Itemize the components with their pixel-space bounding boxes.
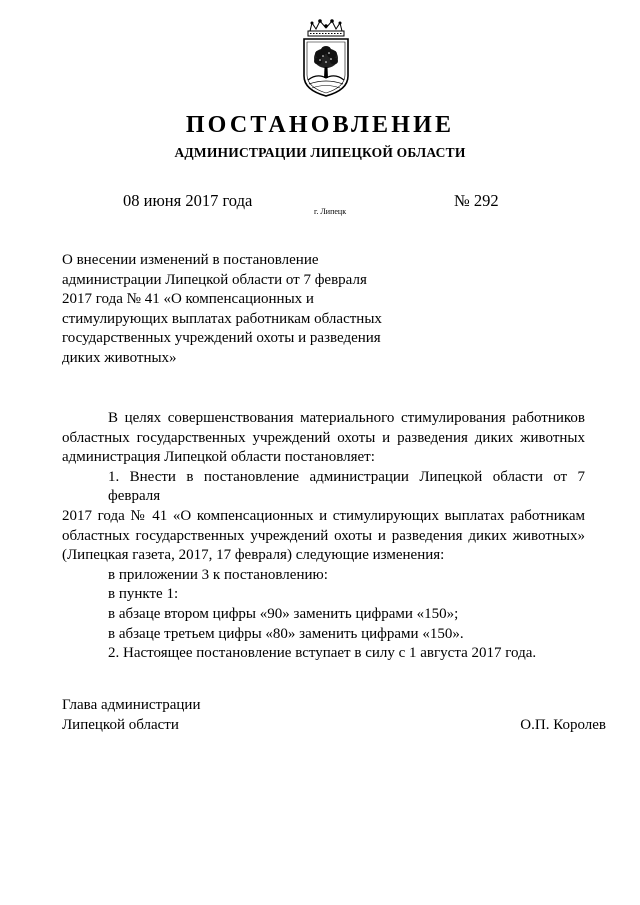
signatory-name: О.П. Королев — [520, 717, 606, 733]
preamble-line: администрация Липецкой области постановляет: — [62, 449, 375, 466]
subject-line: 2017 года № 41 «О компенсационных и — [62, 291, 314, 308]
subject-line: государственных учреждений охоты и разведения — [62, 330, 381, 347]
point-reference: в пункте 1: — [108, 586, 179, 603]
change-line: в абзаце втором цифры «90» заменить цифрами «150»; — [108, 605, 459, 622]
document-body — [62, 409, 585, 664]
signatory-position — [62, 696, 200, 735]
item-2-paragraph: 2. Настоящее постановление вступает в силу с 1 августа 2017 года. — [108, 645, 537, 662]
subject-line: стимулирующих выплатах работникам областных — [62, 310, 382, 327]
preamble-paragraph — [62, 409, 585, 468]
item-1-line: (Липецкая газета, 2017, 17 февраля) следующие изменения: — [62, 547, 445, 564]
item-1-line: 1. Внести в постановление администрации Липецкой области от 7 февраля — [108, 468, 585, 505]
subject-line: диких животных» — [62, 349, 177, 366]
change-line: в абзаце третьем цифры «80» заменить цифрами «150». — [108, 625, 464, 642]
subject-line: администрации Липецкой области от 7 февраля — [62, 271, 367, 288]
document-subject — [62, 251, 402, 369]
document-title: ПОСТАНОВЛЕНИЕ — [185, 112, 455, 138]
preamble-line: областных государственных учреждений охоты и разведения диких животных — [62, 429, 585, 446]
appendix-reference: в приложении 3 к постановлению: — [108, 566, 328, 583]
item-1-paragraph — [62, 468, 585, 566]
signatory-position-line: Липецкой области — [62, 716, 179, 733]
issuing-authority: АДМИНИСТРАЦИИ ЛИПЕЦКОЙ ОБЛАСТИ — [174, 145, 466, 160]
preamble-line: В целях совершенствования материального стимулирования работников — [108, 410, 585, 426]
document-date: 08 июня 2017 года — [123, 191, 253, 210]
signatory-position-line: Глава администрации — [62, 697, 201, 713]
item-1-line: 2017 года № 41 «О компенсационных и стимулирующих выплатах работникам — [62, 507, 585, 524]
coat-of-arms-icon — [298, 18, 354, 98]
document-number: № 292 — [454, 191, 499, 210]
document-city: г. Липецк — [314, 207, 347, 216]
item-1-line: областных государственных учреждений охоты и разведения диких животных» — [62, 527, 585, 544]
subject-line: О внесении изменений в постановление — [62, 252, 319, 268]
